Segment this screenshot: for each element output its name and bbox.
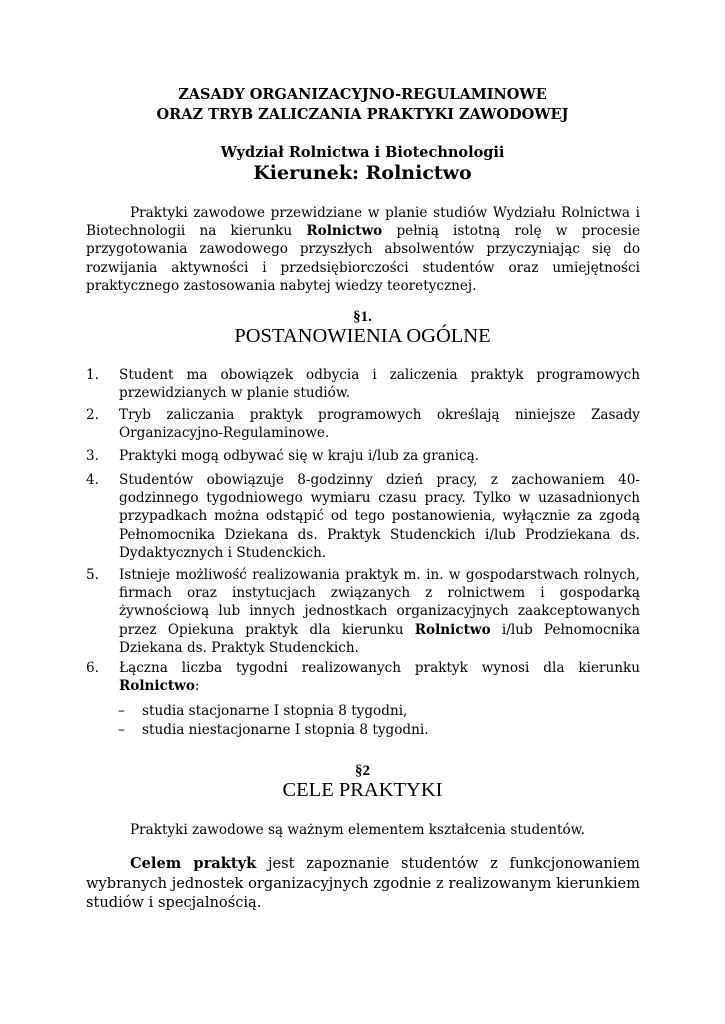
list-item-text-b: i/lub Pełnomocnika Dziekana ds. Praktyk Studenckich. — [119, 621, 640, 656]
intro-text-b: pełnią istotną rolę w procesie przygotowania zawodowego przyszłych absolwentów przyczyniając się do rozwijania aktywności i przedsiębiorczości studentów oraz umiejętności praktycznego zastosowania nabytej wiedzy teoretycznej. — [86, 223, 640, 294]
list-item-text — [119, 659, 640, 695]
list-item-text-a: Łączna liczba tygodni realizowanych praktyk wynosi dla kierunku — [119, 660, 640, 676]
dash-marker: – — [118, 722, 125, 738]
intro-bold: Rolnictwo — [306, 223, 383, 240]
intro-paragraph — [86, 204, 640, 295]
title-line-1: ZASADY ORGANIZACYJNO-REGULAMINOWE — [178, 86, 547, 103]
list-item-text — [119, 566, 640, 657]
list-item-number: 3. — [86, 448, 99, 464]
list-item-bold: Rolnictwo — [119, 678, 195, 695]
list-item-text: Studentów obowiązuje 8-godzinny dzień pracy, z zachowaniem 40-godzinnego tygodniowego wymiaru czasu pracy. Tylko w uzasadnionych przypadkach można odstąpić od tego postanowienia, wyłącznie za zgodą Pełnomocnika Dziekana ds. Praktyk Studenckich i/lub Prodziekana ds. Dydaktycznych i Studenckich. — [119, 472, 640, 561]
sub-list-text: studia niestacjonarne I stopnia 8 tygodni. — [142, 722, 429, 738]
list-item-number: 1. — [86, 367, 99, 383]
list-item-bold: Rolnictwo — [414, 621, 491, 638]
list-item-text: Tryb zaliczania praktyk programowych określają niniejsze Zasady Organizacyjno-Regulaminowe. — [119, 407, 640, 442]
list-item — [86, 406, 640, 442]
list-item — [86, 366, 640, 402]
section2-paragraph-2 — [86, 854, 640, 913]
list-item — [86, 566, 640, 657]
dash-marker: – — [118, 703, 125, 719]
section2-title: CELE PRAKTYKI — [282, 779, 443, 801]
list-item-text: Praktyki mogą odbywać się w kraju i/lub za granicą. — [119, 448, 480, 464]
list-item-number: 4. — [86, 472, 99, 488]
para2-bold: Celem praktyk — [130, 855, 257, 872]
list-item-number: 2. — [86, 407, 99, 423]
section2-number: §2 — [355, 763, 370, 779]
sub-list-text: studia stacjonarne I stopnia 8 tygodni, — [142, 703, 408, 719]
list-item-number: 5. — [86, 567, 99, 583]
intro-text-a: Praktyki zawodowe przewidziane w planie studiów Wydziału Rolnictwa i Biotechnologii na kierunku — [86, 205, 640, 240]
list-item — [86, 447, 640, 465]
list-item — [86, 471, 640, 562]
section2-paragraph-1: Praktyki zawodowe są ważnym elementem kształcenia studentów. — [130, 822, 586, 838]
section1-title: POSTANOWIENIA OGÓLNE — [234, 325, 491, 347]
title-line-2: ORAZ TRYB ZALICZANIA PRAKTYKI ZAWODOWEJ — [156, 106, 569, 123]
list-item-number: 6. — [86, 660, 99, 676]
list-item-text-b: : — [194, 678, 200, 695]
section1-number: §1. — [353, 309, 372, 325]
list-item-text: Student ma obowiązek odbycia i zaliczenia praktyk programowych przewidzianych w planie studiów. — [119, 367, 640, 402]
major-name: Kierunek: Rolnictwo — [253, 162, 472, 184]
para2-text: jest zapoznanie studentów z funkcjonowaniem wybranych jednostek organizacyjnych zgodnie z realizowanym kierunkiem studiów i specjalnością. — [86, 855, 640, 911]
list-item — [86, 659, 640, 695]
list-item-text-a: Istnieje możliwość realizowania praktyk m. in. w gospodarstwach rolnych, firmach oraz instytucjach związanych z rolnictwem i gospodarką żywnościową lub innych jednostkach organizacyjnych zaakceptowanych przez Opiekuna praktyk dla kierunku — [119, 567, 640, 638]
faculty-name: Wydział Rolnictwa i Biotechnologii — [220, 144, 505, 161]
